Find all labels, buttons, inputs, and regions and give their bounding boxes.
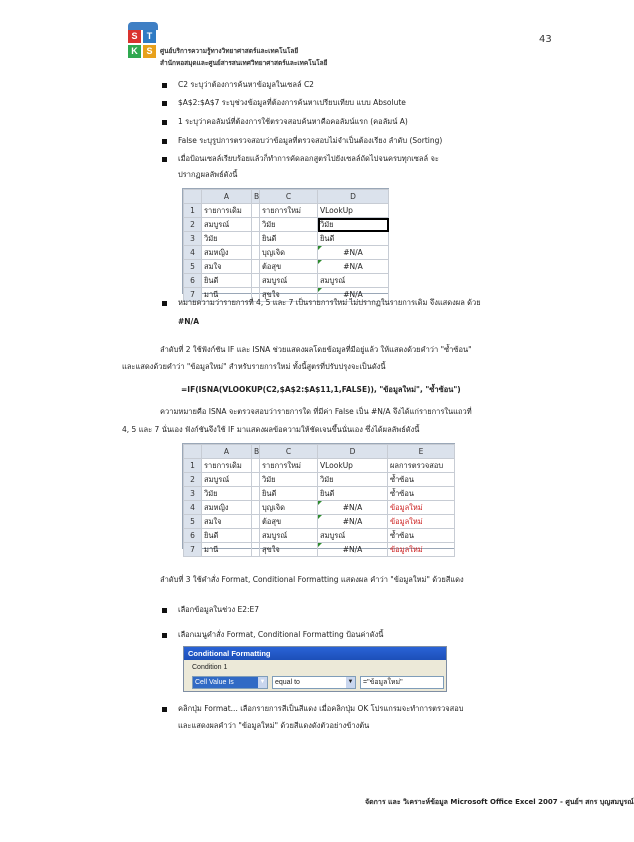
- spreadsheet-result: [182, 443, 455, 554]
- cell-value-select[interactable]: [192, 676, 268, 689]
- cell: ยินดี: [318, 487, 388, 501]
- col-header-a: A: [202, 445, 252, 459]
- cell: รายการใหม่: [260, 459, 318, 473]
- header-line-1: ศูนย์บริการความรู้ทางวิทยาศาสตร์และเทคโนโลยี: [160, 47, 299, 55]
- cell: วิมัย: [202, 232, 252, 246]
- row-header: 1: [184, 459, 202, 473]
- table-row: [184, 515, 455, 529]
- row-header: 2: [184, 218, 202, 232]
- table-row: [184, 260, 389, 274]
- col-header-d: D: [318, 445, 388, 459]
- bullet-marker: [162, 707, 167, 712]
- new-data-cell: ข้อมูลใหม่: [388, 543, 455, 557]
- table-row: [184, 487, 455, 501]
- cell: สมใจ: [202, 515, 252, 529]
- cell: ยินดี: [260, 487, 318, 501]
- cell: วิมัย: [318, 473, 388, 487]
- bullet-text: คลิกปุ่ม Format... เลือกรายการสีเป็นสีแดง เมื่อคลิกปุ่ม OK โปรแกรมจะทำการตรวจสอบ: [178, 704, 464, 713]
- bullet-marker: [162, 83, 167, 88]
- bullet-marker: [162, 101, 167, 106]
- bullet-marker: [162, 608, 167, 613]
- step2-line-4: 4, 5 และ 7 นั่นเอง ฟังก์ชันจึงใช้ IF มาแสดงผลข้อความให้ชัดเจนขึ้นนั่นเอง ซึ่งได้ผลลัพธ์ดังนี้: [122, 425, 420, 434]
- row-header: 4: [184, 501, 202, 515]
- page-number: 43: [539, 34, 552, 45]
- logo-letter-s: S: [128, 30, 141, 43]
- selected-cell: วิมัย: [318, 218, 389, 232]
- cell: ซ้ำซ้อน: [388, 473, 455, 487]
- col-header-b: B: [252, 445, 260, 459]
- row-header: 3: [184, 232, 202, 246]
- row-header: 5: [184, 515, 202, 529]
- cell: ยินดี: [202, 529, 252, 543]
- table-row: [184, 232, 389, 246]
- condition-value-text: ="ข้อมูลใหม่": [363, 679, 403, 686]
- col-header-d: D: [318, 190, 389, 204]
- table-row: [184, 459, 455, 473]
- chevron-down-icon[interactable]: ▼: [258, 677, 267, 688]
- error-cell: #N/A: [318, 246, 389, 260]
- bullet-text-cont: ปรากฏผลลัพธ์ดังนี้: [178, 170, 238, 179]
- logo-letter-k: K: [128, 45, 141, 58]
- error-cell: #N/A: [318, 260, 389, 274]
- step2-line-1: ลำดับที่ 2 ใช้ฟังก์ชัน IF และ ISNA ช่วยแสดงผลโดยข้อมูลที่มีอยู่แล้ว ให้แสดงด้วยคำว่า "ซ้ำซ้อน": [160, 345, 472, 354]
- cell: สมหญิง: [202, 246, 252, 260]
- cell: บุญเจิด: [260, 246, 318, 260]
- page-footer: จัดการ และ วิเคราะห์ข้อมูล Microsoft Office Excel 2007 - ศูนย์ฯ สกร บุญสมบูรณ์: [365, 798, 634, 806]
- table-row: [184, 274, 389, 288]
- bullet-marker: [162, 301, 167, 306]
- error-cell: #N/A: [318, 288, 389, 302]
- conditional-formatting-dialog: [183, 646, 447, 692]
- cell: ซ้ำซ้อน: [388, 529, 455, 543]
- cell: มานี: [202, 288, 252, 302]
- cell: สมบูรณ์: [202, 473, 252, 487]
- cell: ต้อสุข: [260, 260, 318, 274]
- cell: สมบูรณ์: [260, 529, 318, 543]
- cell: สุขใจ: [260, 543, 318, 557]
- step3-intro: ลำดับที่ 3 ใช้คำสั่ง Format, Conditional Formatting แสดงผล คำว่า "ข้อมูลใหม่" ด้วยสีแดง: [160, 575, 464, 584]
- error-cell: #N/A: [318, 543, 388, 557]
- table-row: [184, 218, 389, 232]
- cell: สมบูรณ์: [318, 529, 388, 543]
- operator-text: equal to: [275, 679, 300, 686]
- cell: ยินดี: [202, 274, 252, 288]
- col-header-b: B: [252, 190, 260, 204]
- bullet-text: เลือกเมนูคำสั่ง Format, Conditional Formatting ป้อนค่าดังนี้: [178, 630, 384, 639]
- cell: สุขใจ: [260, 288, 318, 302]
- logo-letter-t: T: [143, 30, 156, 43]
- col-header-c: C: [260, 190, 318, 204]
- table-row: [184, 501, 455, 515]
- bullet-marker: [162, 120, 167, 125]
- cell: มานี: [202, 543, 252, 557]
- row-header: 4: [184, 246, 202, 260]
- row-header: 7: [184, 543, 202, 557]
- cell: วิมัย: [202, 487, 252, 501]
- stks-logo: [128, 30, 158, 72]
- cell: ยินดี: [318, 232, 389, 246]
- cell: สมบูรณ์: [318, 274, 389, 288]
- row-header: 7: [184, 288, 202, 302]
- cell: สมใจ: [202, 260, 252, 274]
- chevron-down-icon[interactable]: ▼: [346, 677, 355, 688]
- col-header-e: E: [388, 445, 455, 459]
- row-header: 5: [184, 260, 202, 274]
- new-data-cell: ข้อมูลใหม่: [388, 501, 455, 515]
- error-cell: #N/A: [318, 515, 388, 529]
- cell: สมบูรณ์: [202, 218, 252, 232]
- bullet-marker: [162, 139, 167, 144]
- cell-value-text: Cell Value Is: [195, 679, 234, 686]
- header-line-2: สำนักหอสมุดและศูนย์สารสนเทศวิทยาศาสตร์และเทคโนโลยี: [160, 59, 328, 67]
- row-header: 1: [184, 204, 202, 218]
- cell: ซ้ำซ้อน: [388, 487, 455, 501]
- table-row: [184, 246, 389, 260]
- spreadsheet-vlookup: [182, 188, 389, 299]
- corner-header: [184, 445, 202, 459]
- cell: รายการเดิม: [202, 204, 252, 218]
- error-cell: #N/A: [318, 501, 388, 515]
- operator-select[interactable]: [272, 676, 356, 689]
- bullet-text: False ระบุรูปการตรวจสอบว่าข้อมูลที่ตรวจสอบไม่จำเป็นต้องเรียง ลำดับ (Sorting): [178, 136, 443, 145]
- row-header: 3: [184, 487, 202, 501]
- bullet-text: หมายความว่ารายการที่ 4, 5 และ 7 เป็นรายการใหม่ ไม่ปรากฏในรายการเดิม จึงแสดงผล ด้วย: [178, 298, 481, 307]
- table-row: [184, 529, 455, 543]
- cell: ยินดี: [260, 232, 318, 246]
- new-data-cell: ข้อมูลใหม่: [388, 515, 455, 529]
- bullet-text: เลือกข้อมูลในช่วง E2:E7: [178, 605, 260, 614]
- cell: วิมัย: [260, 473, 318, 487]
- condition-label: Condition 1: [192, 664, 228, 671]
- table-row: [184, 204, 389, 218]
- bullet-text: C2 ระบุว่าต้องการค้นหาข้อมูลในเซลล์ C2: [178, 80, 314, 89]
- bullet-text: 1 ระบุว่าคอลัมน์ที่ต้องการใช้ตรวจสอบค้นหาคือคอลัมน์แรก (คอลัมน์ A): [178, 117, 408, 126]
- col-header-a: A: [202, 190, 252, 204]
- corner-header: [184, 190, 202, 204]
- step2-line-3: ความหมายคือ ISNA จะตรวจสอบว่ารายการใด ที่มีค่า False เป็น #N/A จึงได้แก่รายการในแถวที่: [160, 407, 472, 416]
- cell: VLookUp: [318, 459, 388, 473]
- cell: วิมัย: [260, 218, 318, 232]
- cell: รายการเดิม: [202, 459, 252, 473]
- cell: สมหญิง: [202, 501, 252, 515]
- bullet-text: เมื่อป้อนเซลล์เรียบร้อยแล้วก็ทำการคัดลอกสูตรไปยังเซลล์ถัดไปจนครบทุกเซลล์ จะ: [178, 154, 439, 163]
- cell: สมบูรณ์: [260, 274, 318, 288]
- cell: รายการใหม่: [260, 204, 318, 218]
- step2-line-2: และแสดงด้วยคำว่า "ข้อมูลใหม่" สำหรับรายการใหม่ ทั้งนี้สูตรที่ปรับปรุงจะเป็นดังนี้: [122, 362, 386, 371]
- cell: VLookUp: [318, 204, 389, 218]
- cell: ผลการตรวจสอบ: [388, 459, 455, 473]
- bullet-text-cont: และแสดงผลคำว่า "ข้อมูลใหม่" ด้วยสีแดงดังตัวอย่างข้างต้น: [178, 721, 370, 730]
- table-row: [184, 473, 455, 487]
- row-header: 6: [184, 274, 202, 288]
- dialog-title: Conditional Formatting: [184, 647, 446, 660]
- row-header: 6: [184, 529, 202, 543]
- condition-value-input[interactable]: [360, 676, 444, 689]
- cell: ต้อสุข: [260, 515, 318, 529]
- logo-letter-s2: S: [143, 45, 156, 58]
- col-header-c: C: [260, 445, 318, 459]
- cell: บุญเจิด: [260, 501, 318, 515]
- bullet-marker: [162, 157, 167, 162]
- table-row: [184, 543, 455, 557]
- bullet-marker: [162, 633, 167, 638]
- step2-formula: =IF(ISNA(VLOOKUP(C2,$A$2:$A$11,1,FALSE)), "ข้อมูลใหม่", "ซ้ำซ้อน"): [181, 385, 461, 394]
- bullet-text-cont: #N/A: [178, 317, 200, 326]
- bullet-text: $A$2:$A$7 ระบุช่วงข้อมูลที่ต้องการค้นหาเปรียบเทียบ แบบ Absolute: [178, 98, 406, 107]
- row-header: 2: [184, 473, 202, 487]
